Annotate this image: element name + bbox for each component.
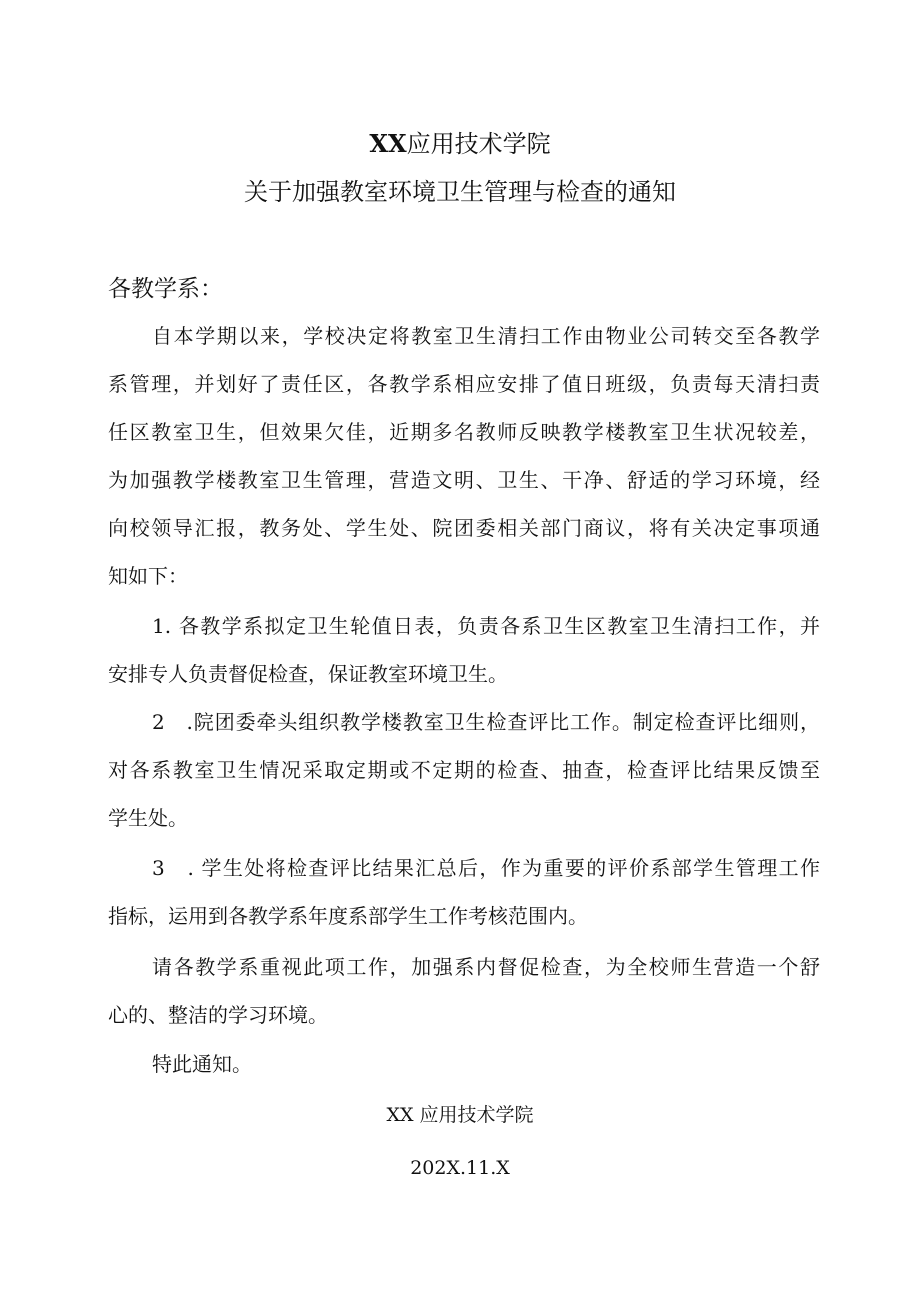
list-item-line: 2 .院团委牵头组织教学楼教室卫生检查评比工作。制定检查评比细则，: [152, 710, 820, 734]
signature-org: XX 应用技术学院: [386, 1104, 534, 1126]
list-item-line: 指标，运用到各教学系年度系部学生工作考核范围内。: [108, 904, 588, 928]
intro-line: 任区教室卫生，但效果欠佳，近期多名教师反映教学楼教室卫生状况较差，: [108, 420, 820, 444]
title-rest: 应用技术学院: [406, 130, 551, 158]
document-title: [0, 128, 920, 160]
intro-line: 自本学期以来，学校决定将教室卫生清扫工作由物业公司转交至各教学: [152, 324, 820, 348]
closing-line: 心的、整洁的学习环境。: [108, 1003, 328, 1027]
notice-end-text: 特此通知。: [152, 1052, 252, 1076]
salutation: 各教学系：: [108, 276, 223, 302]
signature-date: 202X.11.X: [410, 1157, 510, 1179]
list-item-line: 学生处。: [108, 806, 188, 830]
closing-line: 请各教学系重视此项工作，加强系内督促检查，为全校师生营造一个舒: [152, 955, 820, 979]
list-item-line: 1. 各教学系拟定卫生轮值日表，负责各系卫生区教室卫生清扫工作，并: [152, 614, 820, 638]
intro-line: 为加强教学楼教室卫生管理，营造文明、卫生、干净、舒适的学习环境，经: [108, 468, 820, 492]
title-prefix: XX: [369, 129, 407, 158]
list-item-line: 对各系教室卫生情况采取定期或不定期的检查、抽查，检查评比结果反馈至: [108, 758, 820, 782]
intro-line: 向校领导汇报，教务处、学生处、院团委相关部门商议，将有关决定事项通: [108, 516, 820, 540]
list-item-line: 安排专人负责督促检查，保证教室环境卫生。: [108, 662, 508, 686]
intro-line: 系管理，并划好了责任区，各教学系相应安排了值日班级，负责每天清扫责: [108, 372, 820, 396]
document-subtitle: 关于加强教室环境卫生管理与检查的通知: [244, 178, 676, 206]
intro-line: 知如下：: [108, 564, 188, 588]
list-item-line: 3 . 学生处将检查评比结果汇总后，作为重要的评价系部学生管理工作: [152, 856, 820, 880]
